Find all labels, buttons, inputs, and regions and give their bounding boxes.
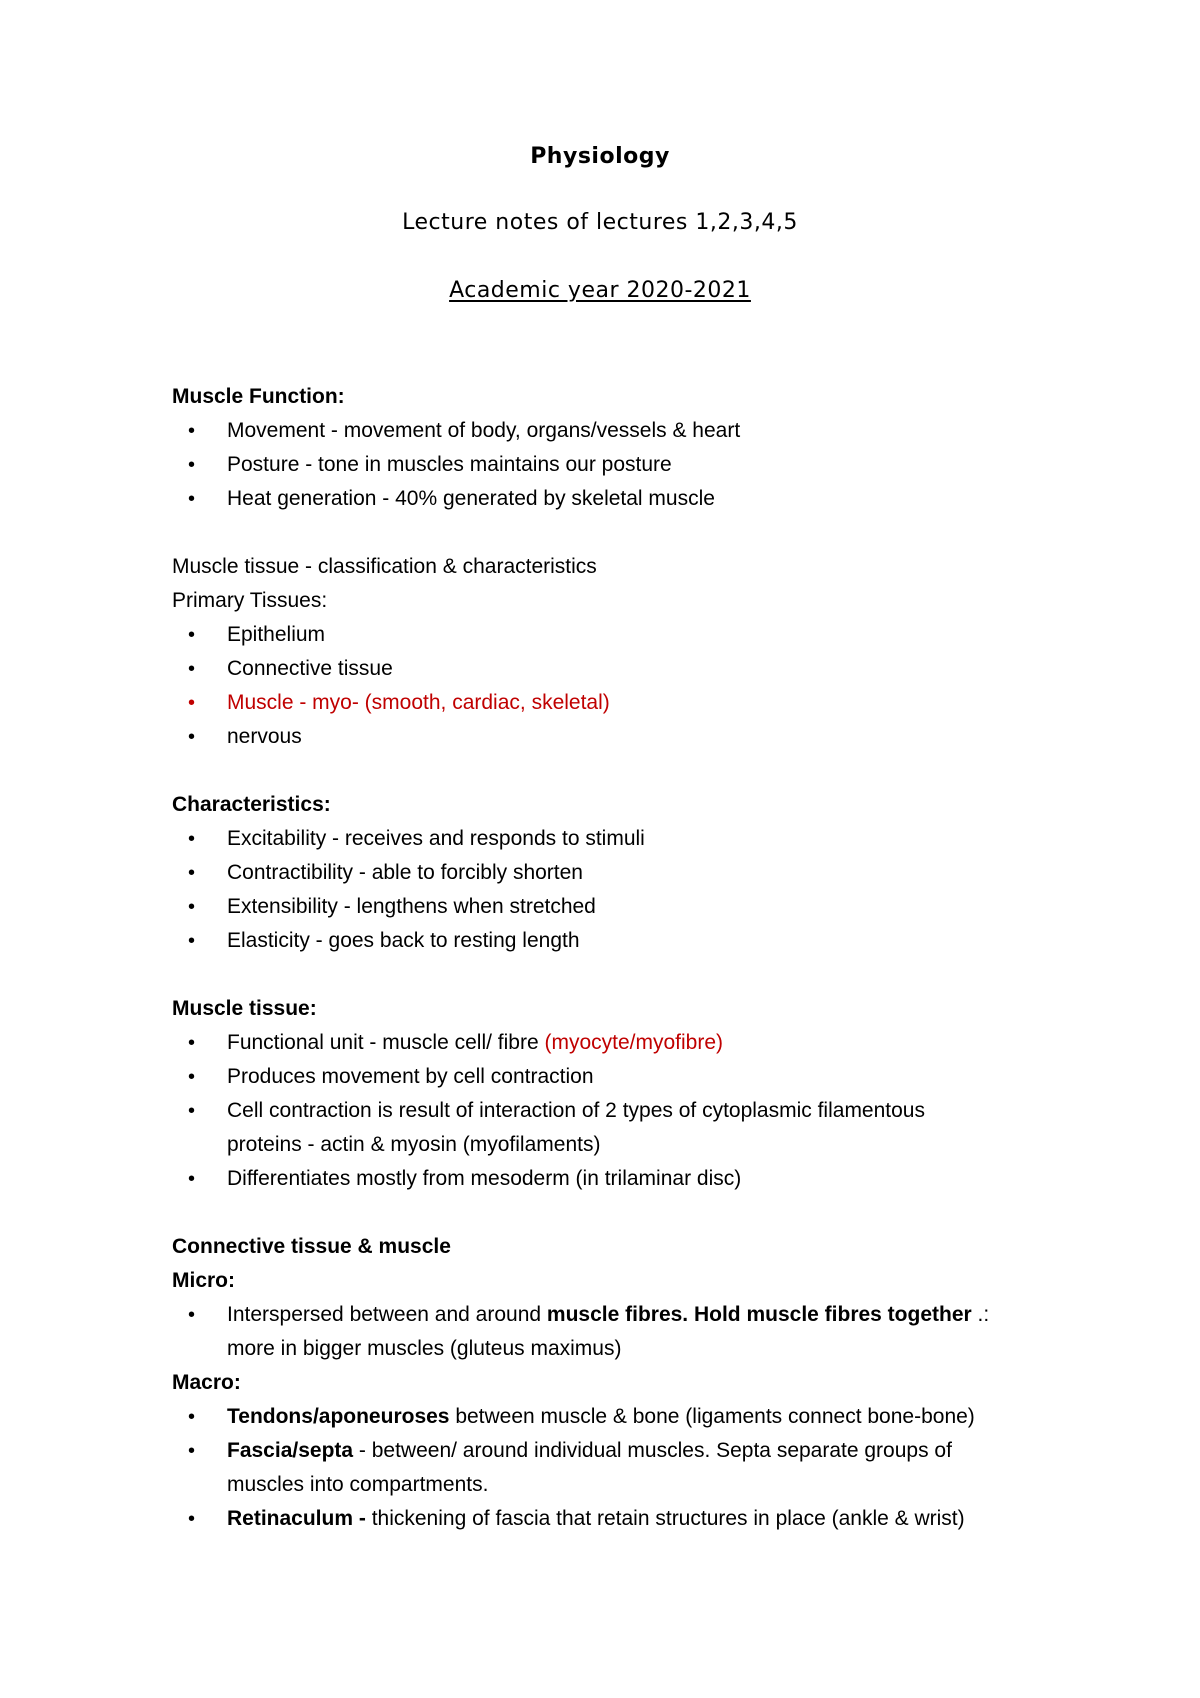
list-item: • Connective tissue	[172, 652, 1072, 686]
macro-label: Macro:	[172, 1371, 241, 1394]
list-item: • Extensibility - lengthens when stretched	[172, 890, 1072, 924]
muscle-tissue-heading: Muscle tissue:	[172, 997, 317, 1020]
list-item: • Posture - tone in muscles maintains our posture	[172, 448, 1072, 482]
list-item-line: muscles into compartments.	[227, 1473, 489, 1496]
muscle-tissue-list	[172, 1026, 1072, 1196]
muscle-function-heading: Muscle Function:	[172, 385, 345, 408]
list-item: • Epithelium	[172, 618, 1072, 652]
bold-term: Retinaculum -	[227, 1507, 366, 1530]
list-item-line: more in bigger muscles (gluteus maximus)	[227, 1337, 622, 1360]
micro-list	[172, 1298, 1072, 1366]
academic-year: Academic year 2020-2021	[449, 278, 751, 303]
list-item: • Excitability - receives and responds to stimuli	[172, 822, 1072, 856]
muscle-function-list	[172, 414, 1072, 516]
list-item: • Heat generation - 40% generated by skeletal muscle	[172, 482, 1072, 516]
list-item	[172, 1298, 1072, 1366]
list-item-text: - between/ around individual muscles. Septa separate groups of	[353, 1439, 952, 1462]
list-item	[172, 1502, 1072, 1536]
list-item	[172, 1094, 1072, 1162]
list-item: • Elasticity - goes back to resting length	[172, 924, 1072, 958]
bold-term: Fascia/septa	[227, 1439, 354, 1462]
characteristics-heading: Characteristics:	[172, 793, 331, 816]
list-item-line: proteins - actin & myosin (myofilaments)	[227, 1133, 601, 1156]
primary-tissues-list	[172, 618, 1072, 754]
list-item-line	[227, 1298, 1072, 1332]
micro-label: Micro:	[172, 1269, 235, 1292]
list-item: • Produces movement by cell contraction	[172, 1060, 1072, 1094]
highlight-term: (myocyte/myofibre)	[544, 1031, 723, 1054]
list-item-text: Interspersed between and around	[227, 1303, 547, 1326]
doc-subtitle: Lecture notes of lectures 1,2,3,4,5	[402, 210, 798, 235]
list-item: • Movement - movement of body, organs/vessels & heart	[172, 414, 1072, 448]
doc-title: Physiology	[530, 144, 670, 169]
list-item: • Differentiates mostly from mesoderm (in trilaminar disc)	[172, 1162, 1072, 1196]
classification-heading: Muscle tissue - classification & characteristics	[172, 555, 597, 578]
characteristics-list	[172, 822, 1072, 958]
list-item-line: • Cell contraction is result of interaction of 2 types of cytoplasmic filamentous	[227, 1099, 925, 1122]
list-item: • Contractibility - able to forcibly shorten	[172, 856, 1072, 890]
bold-term: Tendons/aponeuroses	[227, 1405, 450, 1428]
connective-heading: Connective tissue & muscle	[172, 1235, 451, 1258]
list-item-text: Functional unit - muscle cell/ fibre	[227, 1031, 545, 1054]
list-item	[172, 1434, 1072, 1502]
list-item	[172, 1026, 1072, 1060]
list-item: • nervous	[172, 720, 1072, 754]
list-item-text: thickening of fascia that retain structures in place (ankle & wrist)	[365, 1507, 965, 1530]
list-item-line	[227, 1434, 1072, 1468]
list-item-text: .:	[971, 1303, 990, 1326]
bold-term: muscle fibres. Hold muscle fibres together	[546, 1303, 972, 1326]
list-item-text: between muscle & bone (ligaments connect bone-bone)	[449, 1405, 975, 1428]
list-item-highlight: • Muscle - myo- (smooth, cardiac, skeletal)	[172, 686, 1072, 720]
list-item	[172, 1400, 1072, 1434]
notes-body	[172, 380, 1072, 1536]
primary-tissues-heading: Primary Tissues:	[172, 589, 328, 612]
macro-list	[172, 1400, 1072, 1536]
